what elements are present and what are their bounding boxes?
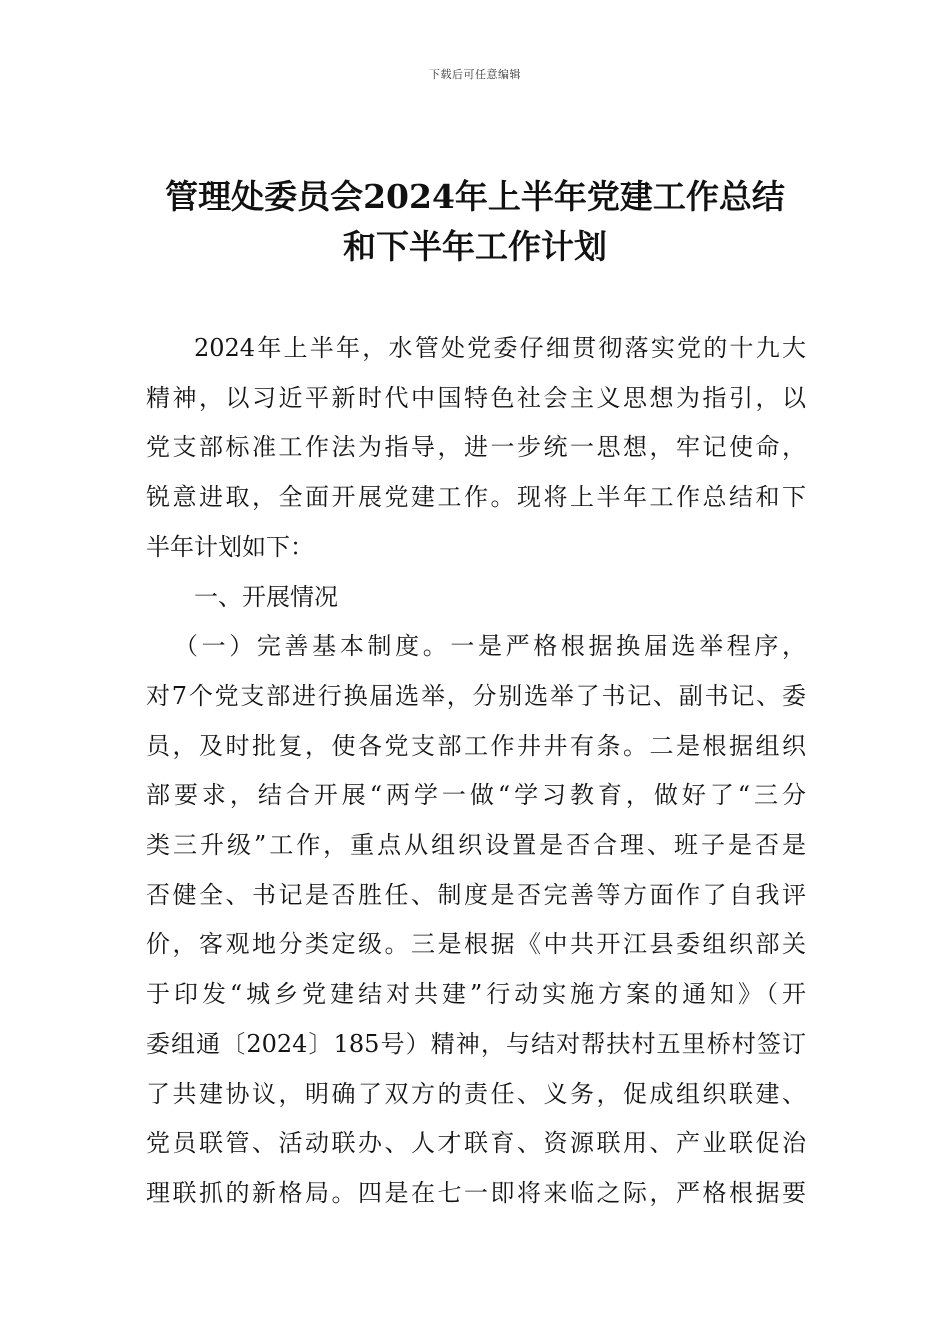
title-line-1: 管理处委员会2024年上半年党建工作总结	[165, 177, 785, 216]
body-line-12: 否健全、书记是否胜任、制度是否完善等方面作了自我评	[146, 880, 806, 909]
document-body	[146, 324, 806, 1219]
body-line-2: 精神，以习近平新时代中国特色社会主义思想为指引，以	[146, 383, 806, 412]
document-title	[0, 172, 950, 272]
body-line-4: 锐意进取，全面开展党建工作。现将上半年工作总结和下	[146, 483, 806, 512]
body-line-8: 对7个党支部进行换届选举，分别选举了书记、副书记、委	[146, 681, 806, 710]
body-line-16: 了共建协议，明确了双方的责任、义务，促成组织联建、	[146, 1079, 806, 1108]
body-line-3: 党支部标准工作法为指导，进一步统一思想，牢记使命，	[146, 433, 806, 462]
body-line-11: 类三升级”工作，重点从组织设置是否合理、班子是否是	[146, 831, 806, 860]
page-header-note: 下载后可任意编辑	[429, 68, 521, 81]
section-heading-1: 一、开展情况	[194, 582, 338, 611]
title-line-2: 和下半年工作计划	[343, 227, 607, 266]
body-line-13: 价，客观地分类定级。三是根据《中共开江县委组织部关	[146, 930, 806, 959]
body-line-1: 2024年上半年，水管处党委仔细贯彻落实党的十九大	[194, 334, 806, 362]
body-line-14: 于印发“城乡党建结对共建”行动实施方案的通知》（开	[146, 980, 806, 1009]
body-line-18: 理联抓的新格局。四是在七一即将来临之际，严格根据要	[146, 1178, 806, 1207]
body-line-10: 部要求，结合开展“两学一做“学习教育，做好了“三分	[146, 781, 806, 810]
body-line-15: 委组通〔2024〕185号）精神，与结对帮扶村五里桥村签订	[146, 1029, 806, 1058]
body-line-9: 员，及时批复，使各党支部工作井井有条。二是根据组织	[146, 731, 806, 760]
body-line-5: 半年计划如下：	[146, 532, 314, 561]
body-line-7: （一）完善基本制度。一是严格根据换届选举程序，	[174, 632, 806, 661]
body-line-17: 党员联管、活动联办、人才联育、资源联用、产业联促治	[146, 1129, 806, 1158]
